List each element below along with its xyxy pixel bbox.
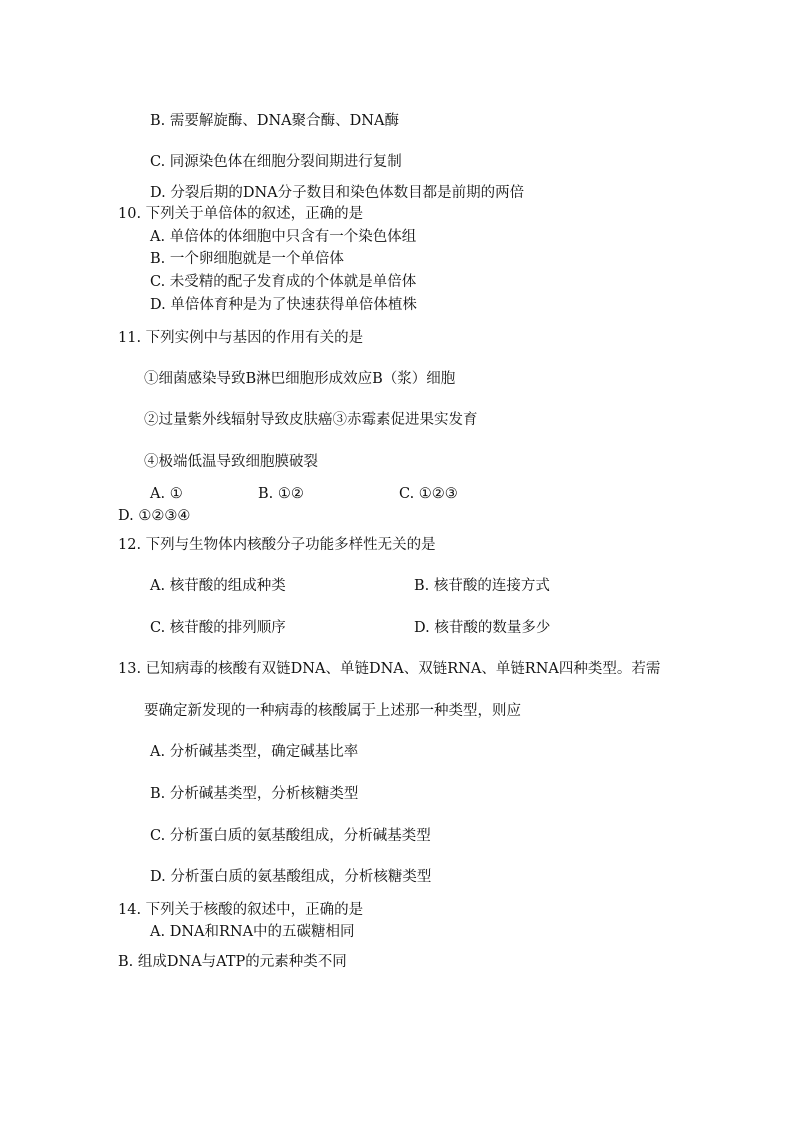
q11-option-a: A. ① (150, 486, 183, 502)
q12-option-c: C. 核苷酸的排列顺序 (150, 620, 286, 636)
q12-option-b: B. 核苷酸的连接方式 (414, 578, 550, 594)
q13-option-c: C. 分析蛋白质的氨基酸组成，分析碱基类型 (150, 828, 431, 844)
q10-option-a: A. 单倍体的体细胞中只含有一个染色体组 (150, 229, 417, 245)
q11-option-c: C. ①②③ (399, 486, 458, 502)
q10-option-c: C. 未受精的配子发育成的个体就是单倍体 (150, 274, 417, 290)
q11-option-d: D. ①②③④ (118, 508, 191, 524)
q11-option-b: B. ①② (258, 486, 304, 502)
q10-option-b: B. 一个卵细胞就是一个单倍体 (150, 251, 344, 267)
q11-item-4: ④极端低温导致细胞膜破裂 (144, 454, 318, 470)
q13-option-b: B. 分析碱基类型，分析核糖类型 (150, 786, 359, 802)
q14-option-b: B. 组成DNA与ATP的元素种类不同 (118, 954, 347, 970)
q11-stem: 11. 下列实例中与基因的作用有关的是 (118, 330, 364, 346)
q13-option-d: D. 分析蛋白质的氨基酸组成，分析核糖类型 (150, 869, 432, 885)
q14-stem: 14. 下列关于核酸的叙述中，正确的是 (118, 902, 364, 918)
q13-option-a: A. 分析碱基类型，确定碱基比率 (150, 744, 359, 760)
q9-option-b: B. 需要解旋酶、DNA聚合酶、DNA酶 (150, 113, 399, 129)
q11-item-1: ①细菌感染导致B淋巴细胞形成效应B（浆）细胞 (144, 371, 456, 387)
q10-stem: 10. 下列关于单倍体的叙述，正确的是 (118, 206, 364, 222)
q13-stem-line-1: 13. 已知病毒的核酸有双链DNA、单链DNA、双链RNA、单链RNA四种类型。若需 (118, 661, 661, 677)
q12-stem: 12. 下列与生物体内核酸分子功能多样性无关的是 (118, 537, 436, 553)
q13-stem-line-2: 要确定新发现的一种病毒的核酸属于上述那一种类型，则应 (144, 703, 521, 719)
q12-options-row-2 (0, 618, 794, 638)
q10-option-d: D. 单倍体育种是为了快速获得单倍体植株 (150, 297, 417, 313)
q12-options-row-1 (0, 576, 794, 596)
q14-option-a: A. DNA和RNA中的五碳糖相同 (150, 924, 355, 940)
q12-option-d: D. 核苷酸的数量多少 (414, 620, 551, 636)
q9-option-c: C. 同源染色体在细胞分裂间期进行复制 (150, 154, 402, 170)
q12-option-a: A. 核苷酸的组成种类 (150, 578, 286, 594)
q11-options-row (0, 484, 794, 504)
q11-item-2-3: ②过量紫外线辐射导致皮肤癌③赤霉素促进果实发育 (144, 412, 478, 428)
q9-option-d: D. 分裂后期的DNA分子数目和染色体数目都是前期的两倍 (150, 185, 525, 201)
